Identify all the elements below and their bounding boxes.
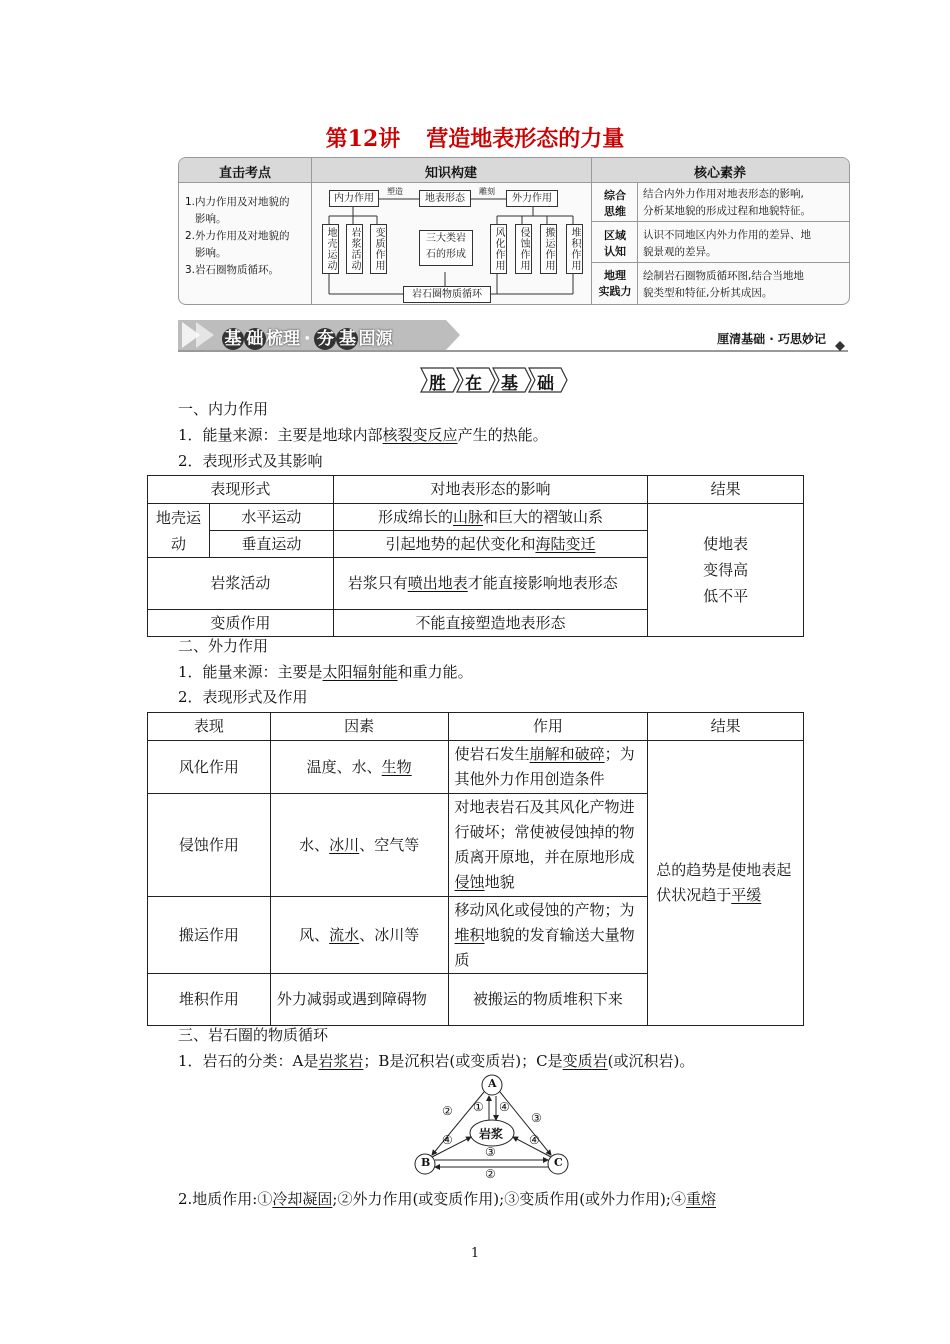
section-banner bbox=[178, 318, 848, 352]
t2-r4-name: 堆积作用 bbox=[148, 974, 271, 1026]
t1-r3-impact: 岩浆只有喷出地表才能直接影响地表形态 bbox=[333, 558, 647, 610]
summary-header bbox=[179, 158, 849, 183]
core-text-3: 绘制岩石圈物质循环图,结合当地地 貌类型和特征,分析其成因。 bbox=[643, 270, 804, 299]
core-text-1: 结合内外力作用对地表形态的影响, 分析某地貌的形成过程和地貌特征。 bbox=[643, 188, 811, 217]
kb-crust: 地壳运动 bbox=[322, 224, 339, 274]
t1-crust-cell: 地壳运动 bbox=[148, 504, 210, 558]
banner-char-4: 基 bbox=[336, 328, 358, 350]
arrow-label-ac: ③ bbox=[531, 1111, 542, 1125]
t2-header-form: 表现 bbox=[148, 713, 271, 741]
s1-p1: 1．能量来源：主要是地球内部核裂变反应产生的热能。 bbox=[178, 426, 548, 444]
t1-header-form: 表现形式 bbox=[148, 476, 334, 504]
banner-text-2: 固源 bbox=[358, 329, 393, 349]
banner-right: 厘清基础 · 巧思妙记 bbox=[717, 332, 826, 346]
t2-header-effect: 作用 bbox=[448, 713, 648, 741]
t2-r2-effect: 对地表岩石及其风化产物进行破坏；常使被侵蚀掉的物质离开原地，并在原地形成侵蚀地貌 bbox=[448, 794, 648, 897]
summary-box bbox=[178, 157, 850, 305]
core-label-3: 地理 实践力 bbox=[598, 269, 632, 298]
t1-r3-type: 岩浆活动 bbox=[148, 558, 334, 610]
header-knowledge: 知识构建 bbox=[424, 166, 477, 181]
t1-header-result: 结果 bbox=[648, 476, 804, 504]
t2-r3-factor: 风、流水、冰川等 bbox=[270, 897, 448, 974]
kb-center: 地表形态 bbox=[419, 190, 471, 207]
arrow-label-bc: ③ bbox=[485, 1145, 496, 1159]
kb-label-left: 塑造 bbox=[387, 187, 403, 196]
s2-heading: 二、外力作用 bbox=[178, 637, 269, 655]
inner-force-table bbox=[147, 475, 804, 637]
t2-result: 总的趋势是使地表起伏状况趋于平缓 bbox=[648, 741, 804, 1026]
core-label-2: 区域 认知 bbox=[604, 229, 626, 258]
kb-metamorphism: 变质作用 bbox=[370, 224, 387, 274]
banner-char-3: 夯 bbox=[314, 328, 336, 350]
t2-header-result: 结果 bbox=[648, 713, 804, 741]
kb-erosion: 侵蚀作用 bbox=[515, 224, 532, 274]
header-points: 直击考点 bbox=[218, 166, 271, 181]
t1-r4-type: 变质作用 bbox=[148, 610, 334, 637]
t1-r2-type: 垂直运动 bbox=[209, 531, 333, 558]
sub-char-3: 基 bbox=[501, 374, 518, 394]
header-core: 核心素养 bbox=[693, 166, 746, 181]
arrow-label-magma-a: ① bbox=[473, 1100, 484, 1114]
sub-char-4: 础 bbox=[537, 374, 554, 394]
kb-outer: 外力作用 bbox=[506, 190, 558, 207]
page-title: 第12讲 营造地表形态的力量 bbox=[325, 126, 625, 152]
banner-char-2: 础 bbox=[244, 328, 266, 350]
rock-cycle-diagram bbox=[405, 1073, 580, 1181]
t1-header-impact: 对地表形态的影响 bbox=[333, 476, 647, 504]
t2-r1-name: 风化作用 bbox=[148, 741, 271, 794]
kb-label-right: 雕刻 bbox=[479, 187, 495, 196]
kb-magma: 岩浆活动 bbox=[346, 224, 363, 274]
t1-r4-impact: 不能直接塑造地表形态 bbox=[333, 610, 647, 637]
sub-char-2: 在 bbox=[465, 374, 482, 394]
arrow-label-b-magma: ④ bbox=[442, 1133, 453, 1147]
kb-deposition: 堆积作用 bbox=[566, 224, 583, 274]
t2-r2-name: 侵蚀作用 bbox=[148, 794, 271, 897]
s3-heading: 三、岩石圈的物质循环 bbox=[178, 1026, 329, 1044]
arrow-label-cb: ② bbox=[485, 1167, 496, 1181]
t2-r4-factor: 外力减弱或遇到障碍物 bbox=[270, 974, 448, 1026]
rock-a: A bbox=[488, 1077, 497, 1090]
sub-char-1: 胜 bbox=[429, 374, 446, 394]
t1-r1-type: 水平运动 bbox=[209, 504, 333, 531]
t2-r2-factor: 水、冰川、空气等 bbox=[270, 794, 448, 897]
banner-dot: · bbox=[304, 329, 311, 349]
core-label-1: 综合 思维 bbox=[604, 189, 626, 218]
t2-r3-effect: 移动风化或侵蚀的产物；为堆积地貌的发育输送大量物质 bbox=[448, 897, 648, 974]
arrow-label-c-magma: ④ bbox=[529, 1133, 540, 1147]
magma-label: 岩浆 bbox=[479, 1127, 504, 1141]
arrow-label-a-magma: ④ bbox=[499, 1100, 510, 1114]
t2-header-factor: 因素 bbox=[270, 713, 448, 741]
s3-p2: 2.地质作用:①冷却凝固;②外力作用(或变质作用);③变质作用(或外力作用);④重熔 bbox=[178, 1190, 716, 1208]
outer-force-table bbox=[147, 712, 804, 1026]
t1-r1-impact: 形成绵长的山脉和巨大的褶皱山系 bbox=[333, 504, 647, 531]
s1-p2: 2．表现形式及其影响 bbox=[178, 452, 323, 470]
exam-points: 1.内力作用及对地貌的 影响。 2.外力作用及对地貌的 影响。 3.岩石圈物质循环。 bbox=[185, 196, 290, 276]
sub-banner bbox=[419, 366, 569, 394]
s1-heading: 一、内力作用 bbox=[178, 400, 269, 418]
t1-r2-impact: 引起地势的起伏变化和海陆变迁 bbox=[333, 531, 647, 558]
s2-p2: 2．表现形式及作用 bbox=[178, 688, 308, 706]
t2-r3-name: 搬运作用 bbox=[148, 897, 271, 974]
kb-weathering: 风化作用 bbox=[490, 224, 507, 274]
s3-p1: 1．岩石的分类：A是岩浆岩；B是沉积岩(或变质岩)；C是变质岩(或沉积岩)。 bbox=[178, 1052, 695, 1070]
kb-rock-formation: 三大类岩 石的形成 bbox=[419, 230, 473, 266]
s2-p1: 1．能量来源：主要是太阳辐射能和重力能。 bbox=[178, 663, 473, 681]
banner-text-1: 梳理 bbox=[266, 329, 300, 349]
t2-r1-effect: 使岩石发生崩解和破碎；为其他外力作用创造条件 bbox=[448, 741, 648, 794]
kb-transport: 搬运作用 bbox=[540, 224, 557, 274]
rock-c: C bbox=[554, 1156, 563, 1169]
page-number: 1 bbox=[470, 1246, 480, 1261]
t2-r1-factor: 温度、水、生物 bbox=[270, 741, 448, 794]
arrow-label-ab: ② bbox=[442, 1104, 453, 1118]
rock-b: B bbox=[421, 1156, 431, 1169]
kb-cycle: 岩石圈物质循环 bbox=[403, 286, 491, 303]
kb-inner: 内力作用 bbox=[329, 190, 379, 207]
t1-result: 使地表 变得高 低不平 bbox=[648, 504, 804, 637]
core-text-2: 认识不同地区内外力作用的差异、地 貌景观的差异。 bbox=[643, 229, 811, 258]
t2-r4-effect: 被搬运的物质堆积下来 bbox=[448, 974, 648, 1026]
banner-char-1: 基 bbox=[222, 328, 244, 350]
